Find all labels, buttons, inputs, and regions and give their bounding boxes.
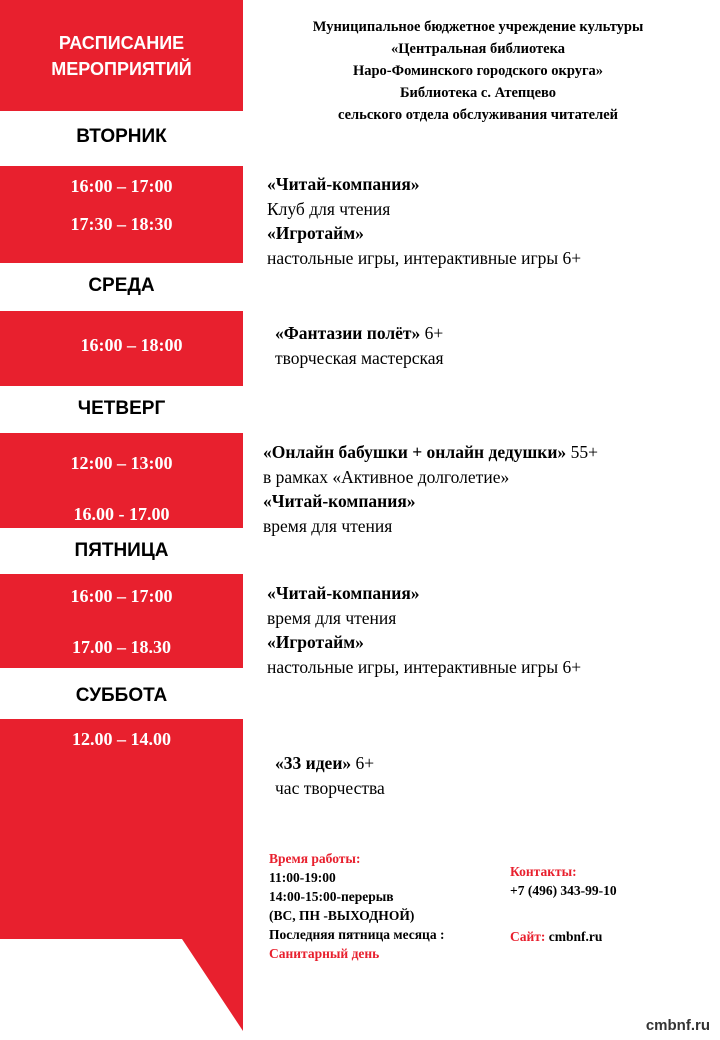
time-slot: 12:00 – 13:00	[70, 453, 173, 473]
event-title: «Игротайм»	[267, 632, 364, 652]
event-desc: в рамках «Активное долголетие»	[263, 466, 510, 487]
event-desc: творческая мастерская	[275, 347, 444, 368]
contacts	[510, 862, 617, 900]
sanitary-day: Санитарный день	[269, 946, 380, 961]
time-slot: 16.00 - 17.00	[73, 504, 170, 524]
day-label-tuesday: ВТОРНИК	[0, 114, 243, 160]
event-title: «Фантазии полёт» 6+	[275, 323, 444, 343]
time-slot: 16:00 – 18:00	[80, 335, 183, 355]
event-list-friday	[267, 581, 581, 679]
phone-number: +7 (496) 343-99-10	[510, 883, 617, 898]
event-title: «Читай-компания»	[263, 491, 416, 511]
time-slot: 16:00 – 17:00	[70, 586, 173, 606]
day-label-thursday: ЧЕТВЕРГ	[0, 386, 243, 432]
site	[510, 927, 602, 946]
working-hours-label: Время работы:	[269, 851, 361, 866]
time-slot: 17.00 – 18.30	[72, 637, 171, 657]
organization-header: Муниципальное бюджетное учреждение культуры «Центральная библиотека Наро-Фоминского городского округа» Библиотека с. Атепцево сельского отдела обслуживания читателей	[312, 19, 644, 123]
watermark: cmbnf.ru	[645, 1017, 710, 1034]
contacts-label: Контакты:	[510, 864, 577, 879]
event-desc: настольные игры, интерактивные игры 6+	[267, 656, 582, 677]
event-desc: час творчества	[275, 777, 385, 798]
event-desc: настольные игры, интерактивные игры 6+	[267, 247, 582, 268]
event-list-wednesday	[275, 321, 444, 370]
time-slot: 17:30 – 18:30	[70, 214, 173, 234]
day-label-friday: ПЯТНИЦА	[0, 528, 243, 574]
time-slot: 16:00 – 17:00	[70, 176, 173, 196]
event-title: «Игротайм»	[267, 223, 364, 243]
schedule-title: РАСПИСАНИЕ МЕРОПРИЯТИЙ	[51, 33, 192, 79]
working-hours: Время работы: 11:00-19:00 14:00-15:00-перерыв (ВС, ПН -ВЫХОДНОЙ) Последняя пятница месяца : Санитарный день	[269, 851, 445, 961]
site-url: cmbnf.ru	[545, 929, 603, 944]
event-title: «Читай-компания»	[267, 174, 420, 194]
site-label: Сайт:	[510, 929, 546, 944]
event-desc: время для чтения	[267, 607, 397, 628]
day-label-wednesday: СРЕДА	[0, 263, 243, 309]
event-list-saturday	[275, 751, 385, 800]
event-title: «33 идеи» 6+	[275, 753, 375, 773]
event-desc: время для чтения	[263, 515, 393, 536]
saturday-speech-panel	[0, 715, 246, 1033]
event-list-tuesday	[267, 172, 581, 270]
event-list-thursday	[263, 440, 598, 538]
day-label-saturday: СУББОТА	[0, 673, 243, 719]
event-title: «Читай-компания»	[267, 583, 420, 603]
event-title: «Онлайн бабушки + онлайн дедушки» 55+	[263, 442, 598, 462]
event-desc: Клуб для чтения	[267, 198, 391, 219]
time-slot: 12.00 – 14.00	[72, 729, 171, 749]
